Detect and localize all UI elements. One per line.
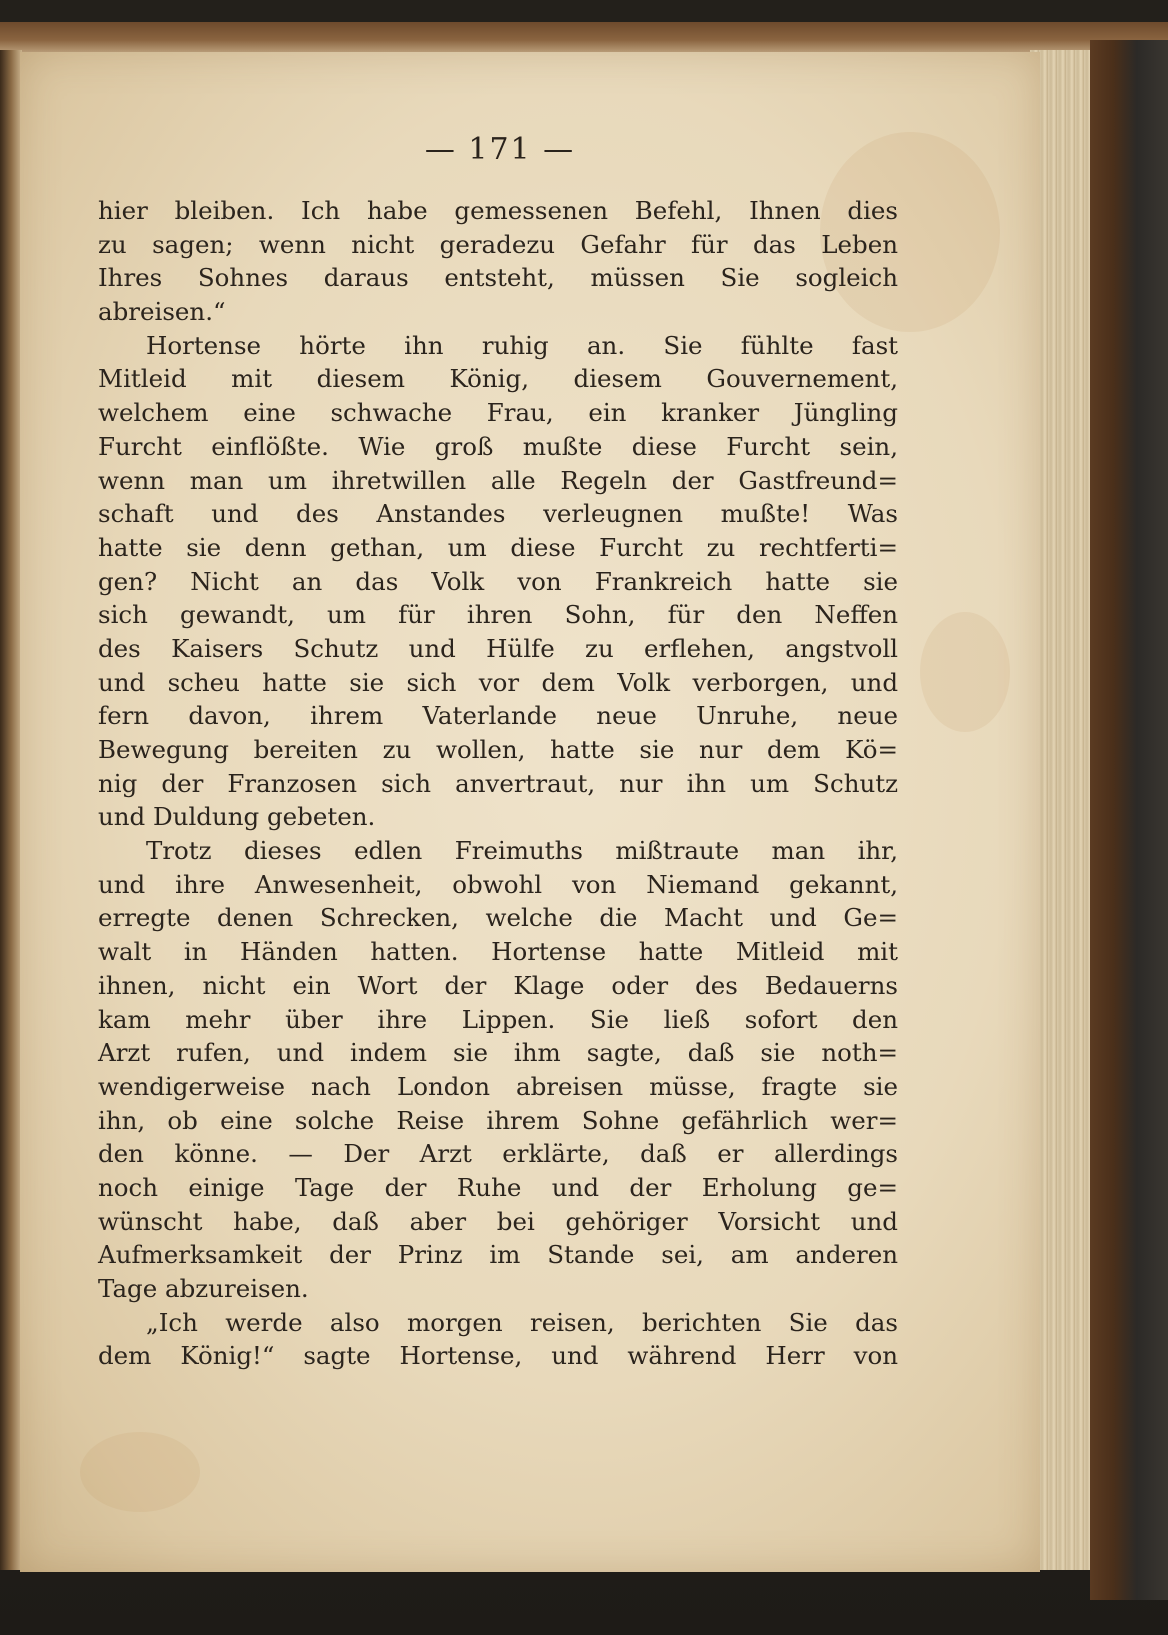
page-body-text [98,194,898,1373]
text-line: Mitleid mit diesem König, diesem Gouvernement, [98,364,898,394]
text-line: und scheu hatte sie sich vor dem Volk verborgen, und [98,667,898,697]
text-line: zu sagen; wenn nicht geradezu Gefahr für das Leben [98,229,898,259]
text-line: wendigerweise nach London abreisen müsse, fragte sie [98,1071,898,1101]
text-line: hatte sie denn gethan, um diese Furcht zu rechtferti= [98,532,898,562]
text-line: walt in Händen hatten. Hortense hatte Mitleid mit [98,937,898,967]
page-number: — 171 — [424,132,576,167]
text-line: noch einige Tage der Ruhe und der Erholung ge= [98,1172,898,1202]
text-line: Trotz dieses edlen Freimuths mißtraute man ihr, [146,836,898,866]
text-line: wünscht habe, daß aber bei gehöriger Vorsicht und [98,1206,898,1236]
text-line: Ihres Sohnes daraus entsteht, müssen Sie sogleich [98,263,898,293]
text-line: Aufmerksamkeit der Prinz im Stande sei, am anderen [98,1240,898,1270]
text-line: den könne. — Der Arzt erklärte, daß er allerdings [98,1139,898,1169]
text-line: des Kaisers Schutz und Hülfe zu erflehen, angstvoll [98,633,898,663]
text-line: gen? Nicht an das Volk von Frankreich hatte sie [98,566,898,596]
text-line: und Duldung gebeten. [98,802,376,832]
text-line: Tage abzureisen. [98,1274,309,1303]
text-line: kam mehr über ihre Lippen. Sie ließ sofort den [98,1004,898,1034]
text-line: Arzt rufen, und indem sie ihm sagte, daß sie noth= [98,1038,898,1068]
book-page [20,52,1040,1572]
text-line: ihn, ob eine solche Reise ihrem Sohne gefährlich wer= [98,1105,898,1135]
text-line: abreisen.“ [98,297,226,327]
text-line: „Ich werde also morgen reisen, berichten Sie das [146,1307,898,1337]
book-cover-top-edge [0,22,1168,52]
text-line: ihnen, nicht ein Wort der Klage oder des Bedauerns [98,970,898,1000]
text-line: welchem eine schwache Frau, ein kranker Jüngling [98,398,898,428]
text-line: erregte denen Schrecken, welche die Macht und Ge= [98,903,898,933]
book-spine-edge [0,50,22,1570]
text-line: hier bleiben. Ich habe gemessenen Befehl, Ihnen dies [98,196,898,225]
text-line: Furcht einflößte. Wie groß mußte diese Furcht sein, [98,431,898,461]
book-cover-right-edge [1090,40,1168,1600]
paper-stain [920,612,1010,732]
text-line: nig der Franzosen sich anvertraut, nur ihn um Schutz [98,768,898,798]
text-line: Bewegung bereiten zu wollen, hatte sie nur dem Kö= [98,735,898,764]
paper-stain [80,1432,200,1512]
text-line: dem König!“ sagte Hortense, und während Herr von [98,1341,898,1371]
text-line: wenn man um ihretwillen alle Regeln der Gastfreund= [98,465,898,495]
text-line: fern davon, ihrem Vaterlande neue Unruhe, neue [98,701,898,731]
text-line: und ihre Anwesenheit, obwohl von Niemand gekannt, [98,869,898,899]
text-line: Hortense hörte ihn ruhig an. Sie fühlte fast [146,330,898,360]
text-line: sich gewandt, um für ihren Sohn, für den Neffen [98,600,898,630]
text-line: schaft und des Anstandes verleugnen mußte! Was [98,499,898,529]
